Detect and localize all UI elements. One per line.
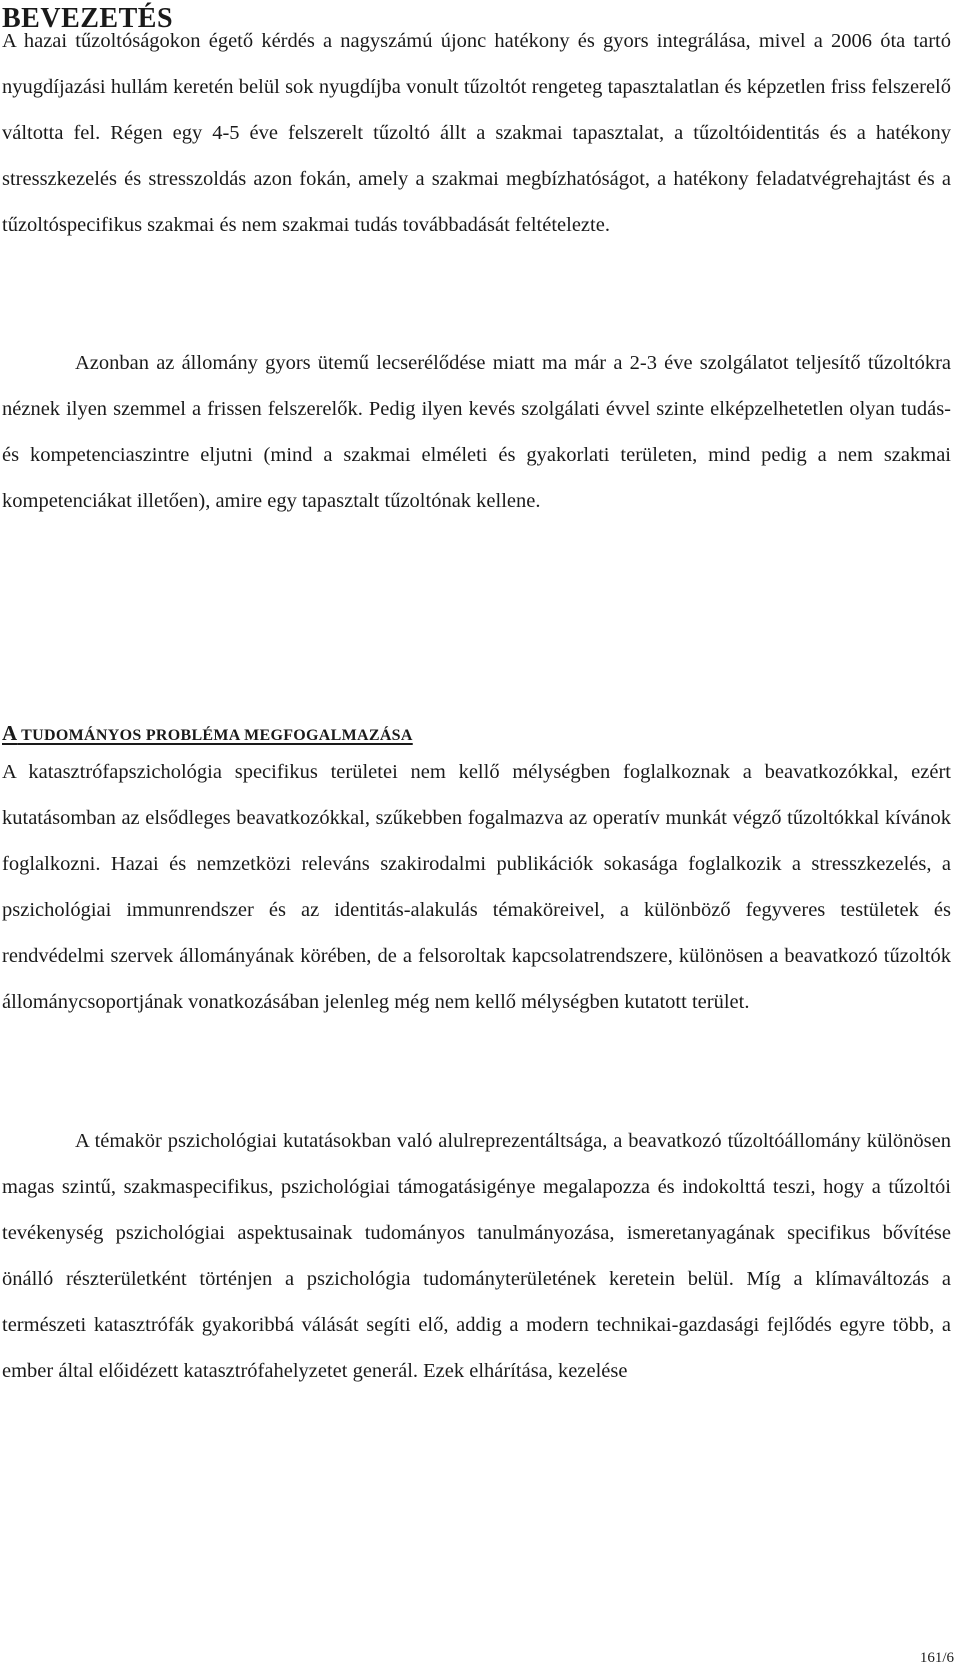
- paragraph-intro-1: A hazai tűzoltóságokon égető kérdés a nagyszámú újonc hatékony és gyors integrálása, mivel a 2006 óta tartó nyugdíjazási hullám keretén belül sok nyugdíjba vonult tűzoltót rengeteg tapasztalatlan és képzetlen friss felszerelő váltotta fel. Régen egy 4-5 éve felszerelt tűzoltó állt a szakmai tapasztalat, a tűzoltóidentitás és a hatékony stresszkezelés és stresszoldás azon fokán, amely a szakmai megbízhatóságot, a hatékony feladatvégrehajtást és a tűzoltóspecifikus szakmai és nem szakmai tudás továbbadását feltételezte.: [2, 30, 951, 236]
- paragraph-problem-1: A katasztrófapszichológia specifikus területei nem kellő mélységben foglalkoznak a beavatkozókkal, ezért kutatásomban az elsődleges beavatkozókkal, szűkebben fogalmazva az operatív munkát végző tűzoltókkal kívánok foglalkozni. Hazai és nemzetközi releváns szakirodalmi publikációk sokasága foglalkozik a stresszkezelés, a pszichológiai immunrendszer és az identitás-alakulás témaköreivel, a különböző fegyveres testületek és rendvédelmi szervek állományának körében, de a felsoroltak kapcsolatrendszere, különösen a beavatkozó tűzoltók állománycsoportjának vonatkozásában jelenleg még nem kellő mélységben kutatott terület.: [2, 761, 951, 1013]
- page-number: 161/6: [919, 1650, 954, 1666]
- paragraph-problem-2: A témakör pszichológiai kutatásokban való alulreprezentáltsága, a beavatkozó tűzoltóállomány különösen magas szintű, szakmaspecifikus, pszichológiai támogatásigénye megalapozza és indokolttá teszi, hogy a tűzoltói tevékenység pszichológiai aspektusainak tudományos tanulmányozása, ismeretanyagának specifikus bővítése önálló részterületként történjen a pszichológia tudományterületének keretein belül. Míg a klímaváltozás a természeti katasztrófák gyakoribbá válását segíti elő, addig a modern technikai-gazdasági fejlődés egyre több, a ember által előidézett katasztrófahelyzetet generál. Ezek elhárítása, kezelése: [2, 1130, 951, 1382]
- section-heading-problem-text: TUDOMÁNYOS PROBLÉMA MEGFOGALMAZÁSA: [17, 727, 413, 744]
- section-heading-problem-initial: A: [2, 721, 18, 745]
- paragraph-intro-2: Azonban az állomány gyors ütemű lecserélődése miatt ma már a 2-3 éve szolgálatot teljesítő tűzoltókra néznek ilyen szemmel a frissen felszerelők. Pedig ilyen kevés szolgálati évvel szinte elképzelhetetlen olyan tudás- és kompetenciaszintre eljutni (mind a szakmai elméleti és gyakorlati területen, mind pedig a nem szakmai kompetenciákat illetően), amire egy tapasztalt tűzoltónak kellene.: [2, 352, 951, 512]
- section-heading-introduction: BEVEZETÉS: [2, 3, 174, 34]
- section-heading-problem: [2, 720, 413, 749]
